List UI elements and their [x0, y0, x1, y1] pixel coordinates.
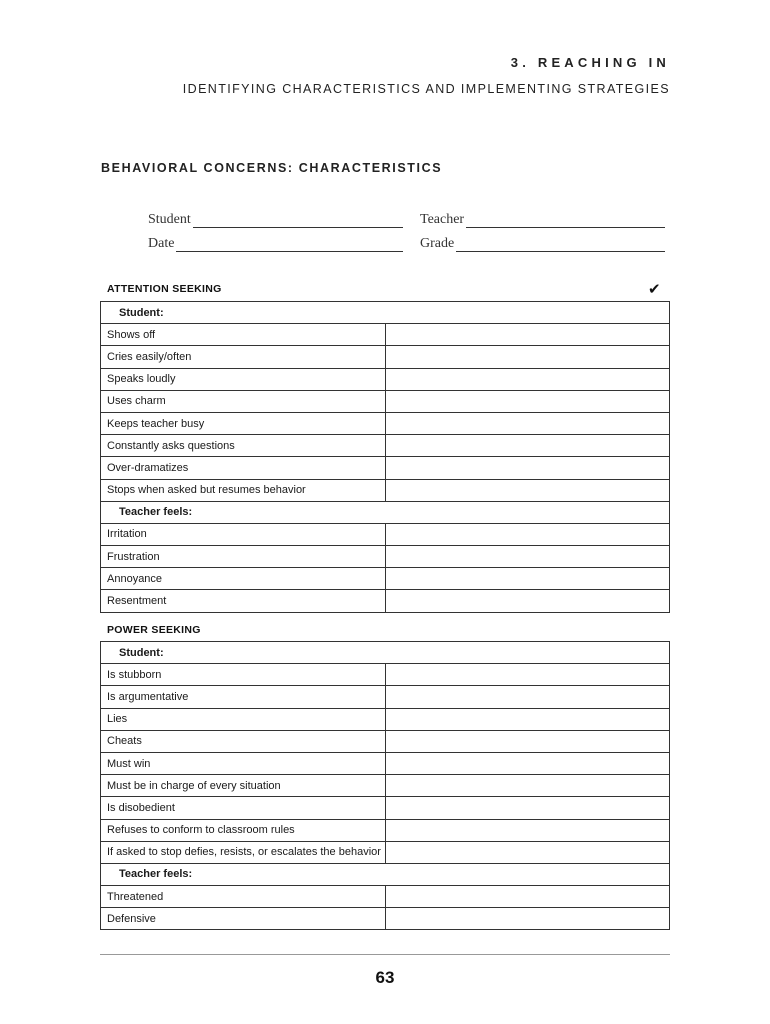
checkbox-cell[interactable] — [385, 523, 670, 545]
checkbox-cell[interactable] — [385, 590, 670, 612]
checkbox-cell[interactable] — [385, 435, 670, 457]
checklist-row — [101, 752, 670, 774]
checkbox-cell[interactable] — [385, 886, 670, 908]
checkbox-cell[interactable] — [385, 664, 670, 686]
checklist-item-label: Annoyance — [101, 568, 386, 590]
checkbox-cell[interactable] — [385, 686, 670, 708]
checklist-item-label: Cheats — [101, 730, 386, 752]
footer-divider — [100, 954, 670, 955]
checklist-row — [101, 412, 670, 434]
subheading: Teacher feels: — [101, 501, 670, 523]
checkbox-cell[interactable] — [385, 819, 670, 841]
chapter-subtitle: IDENTIFYING CHARACTERISTICS AND IMPLEMENTING STRATEGIES — [182, 82, 670, 96]
checklist-row — [101, 908, 670, 930]
section-title: BEHAVIORAL CONCERNS: CHARACTERISTICS — [101, 161, 443, 175]
checkbox-cell[interactable] — [385, 346, 670, 368]
subheading-row — [101, 863, 670, 885]
subheading: Student: — [101, 302, 670, 324]
attention-seeking-table — [100, 301, 670, 613]
checklist-row — [101, 590, 670, 612]
checklist-item-label: Stops when asked but resumes behavior — [101, 479, 386, 501]
checklist-row — [101, 324, 670, 346]
checklist-row — [101, 346, 670, 368]
subheading-row — [101, 642, 670, 664]
checklist-row — [101, 730, 670, 752]
checkbox-cell[interactable] — [385, 908, 670, 930]
checklist-row — [101, 819, 670, 841]
checklist-item-label: Defensive — [101, 908, 386, 930]
checkbox-cell[interactable] — [385, 797, 670, 819]
checklist-item-label: If asked to stop defies, resists, or escalates the behavior — [101, 841, 386, 863]
grade-line[interactable] — [456, 237, 665, 252]
checklist-item-label: Uses charm — [101, 390, 386, 412]
date-label: Date — [148, 236, 175, 251]
subheading-row — [101, 302, 670, 324]
teacher-line[interactable] — [466, 213, 665, 228]
checklist-item-label: Speaks loudly — [101, 368, 386, 390]
checklist-item-label: Is stubborn — [101, 664, 386, 686]
checklist-row — [101, 390, 670, 412]
checkbox-cell[interactable] — [385, 390, 670, 412]
checklist-item-label: Constantly asks questions — [101, 435, 386, 457]
checkbox-cell[interactable] — [385, 457, 670, 479]
checkmark-icon: ✔ — [648, 281, 661, 298]
checklist-row — [101, 841, 670, 863]
student-line[interactable] — [193, 213, 403, 228]
checklist-item-label: Cries easily/often — [101, 346, 386, 368]
checkbox-cell[interactable] — [385, 775, 670, 797]
checklist-item-label: Over-dramatizes — [101, 457, 386, 479]
checkbox-cell[interactable] — [385, 708, 670, 730]
teacher-label: Teacher — [420, 212, 465, 227]
checklist-row — [101, 775, 670, 797]
checklist-row — [101, 523, 670, 545]
checklist-item-label: Is argumentative — [101, 686, 386, 708]
checkbox-cell[interactable] — [385, 752, 670, 774]
checklist-item-label: Threatened — [101, 886, 386, 908]
checkbox-cell[interactable] — [385, 479, 670, 501]
checklist-item-label: Resentment — [101, 590, 386, 612]
checklist-row — [101, 797, 670, 819]
checklist-item-label: Refuses to conform to classroom rules — [101, 819, 386, 841]
checklist-item-label: Shows off — [101, 324, 386, 346]
checklist-item-label: Keeps teacher busy — [101, 412, 386, 434]
checkbox-cell[interactable] — [385, 730, 670, 752]
checklist-row — [101, 368, 670, 390]
subheading: Teacher feels: — [101, 863, 670, 885]
subheading-row — [101, 501, 670, 523]
checkbox-cell[interactable] — [385, 546, 670, 568]
checklist-row — [101, 664, 670, 686]
checkbox-cell[interactable] — [385, 324, 670, 346]
checkbox-cell[interactable] — [385, 841, 670, 863]
page-number: 63 — [375, 968, 395, 987]
checklist-row — [101, 479, 670, 501]
subheading: Student: — [101, 642, 670, 664]
date-field[interactable] — [148, 232, 403, 252]
category-title-power-seeking: POWER SEEKING — [107, 624, 201, 636]
checklist-item-label: Lies — [101, 708, 386, 730]
checklist-row — [101, 568, 670, 590]
grade-label: Grade — [420, 236, 455, 251]
checkbox-cell[interactable] — [385, 368, 670, 390]
checklist-row — [101, 886, 670, 908]
checklist-item-label: Must be in charge of every situation — [101, 775, 386, 797]
chapter-heading: 3. REACHING IN — [510, 55, 670, 70]
checklist-item-label: Frustration — [101, 546, 386, 568]
teacher-field[interactable] — [420, 208, 665, 228]
date-line[interactable] — [176, 237, 403, 252]
student-field[interactable] — [148, 208, 403, 228]
checkbox-cell[interactable] — [385, 568, 670, 590]
category-title-attention-seeking: ATTENTION SEEKING — [107, 283, 222, 295]
checklist-row — [101, 435, 670, 457]
checklist-row — [101, 708, 670, 730]
checklist-item-label: Irritation — [101, 523, 386, 545]
grade-field[interactable] — [420, 232, 665, 252]
power-seeking-table — [100, 641, 670, 930]
checklist-row — [101, 457, 670, 479]
checklist-item-label: Is disobedient — [101, 797, 386, 819]
checklist-row — [101, 686, 670, 708]
student-label: Student — [148, 212, 191, 227]
checklist-row — [101, 546, 670, 568]
checkbox-cell[interactable] — [385, 412, 670, 434]
checklist-item-label: Must win — [101, 752, 386, 774]
